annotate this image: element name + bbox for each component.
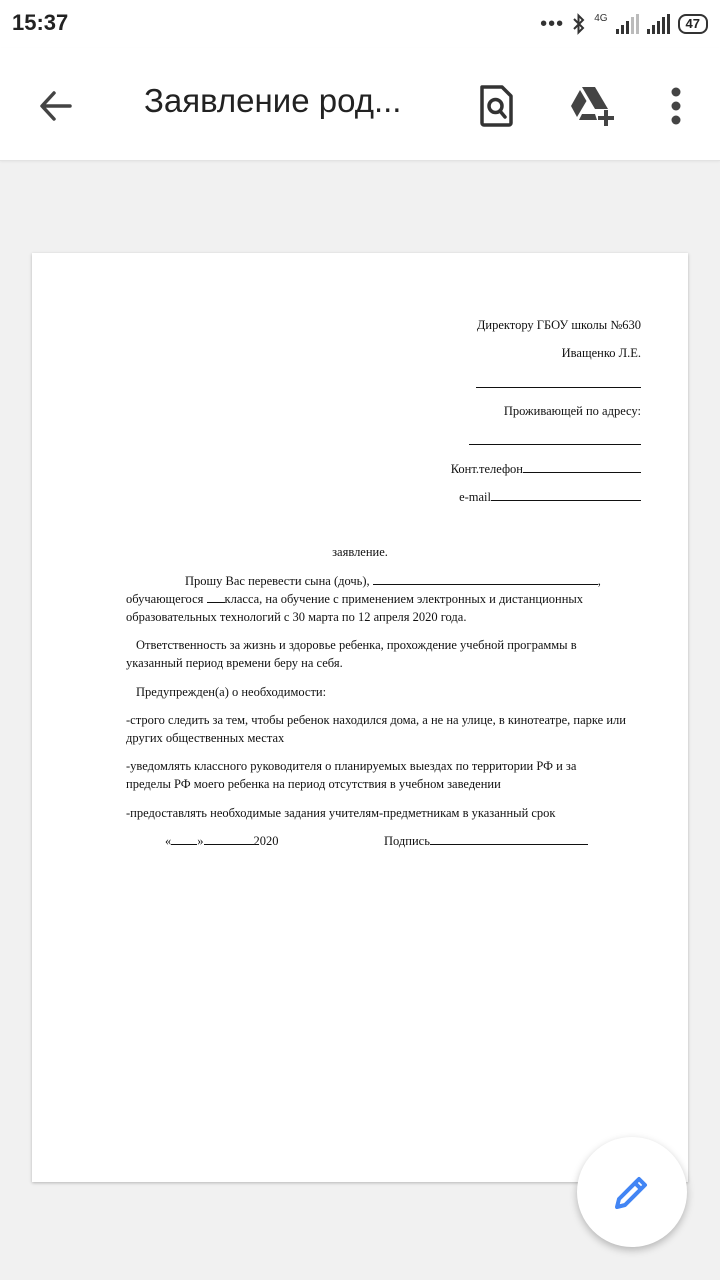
status-icons	[540, 12, 708, 36]
duty-item-2: -уведомлять классного руководителя о планируемых выездах по территории РФ и за пределы РФ моего ребенка на период отсутствия в учебном заведении	[126, 759, 577, 791]
back-arrow-icon	[34, 84, 78, 128]
back-button[interactable]	[34, 84, 78, 128]
duty-item-1: -строго следить за тем, чтобы ребенок находился дома, а не на улице, в кинотеатре, парке или других общественных местах	[126, 713, 626, 745]
document-title: Заявление род...	[144, 82, 402, 119]
request-line-3: образовательных технологий с 30 марта по 12 апреля 2020 года.	[126, 610, 467, 624]
bluetooth-icon	[572, 13, 586, 35]
date-open-quote: «	[165, 834, 172, 848]
drive-add-icon	[567, 84, 617, 128]
signal-icon	[647, 14, 670, 34]
date-field	[165, 832, 279, 849]
email-line	[459, 488, 641, 505]
document-page[interactable]	[32, 253, 688, 1182]
status-bar	[0, 0, 720, 48]
date-year: 2020	[253, 834, 279, 848]
signature-field	[384, 832, 588, 849]
responsibility-paragraph: Ответственность за жизнь и здоровье ребенка, прохождение учебной программы в указанный период времени беру на себя.	[126, 638, 577, 670]
recipient-line: Директору ГБОУ школы №630	[476, 318, 641, 332]
request-line-2b: класса, на обучение с применением электронных и дистанционных	[224, 592, 584, 606]
status-time: 15:37	[12, 10, 69, 35]
recipient-name: Иващенко Л.Е.	[561, 346, 641, 360]
duty-item-3: -предоставлять необходимые задания учителям-предметникам в указанный срок	[126, 806, 556, 820]
address-label: Проживающей по адресу:	[503, 404, 641, 418]
save-to-drive-button[interactable]	[566, 80, 618, 132]
battery-icon: 47	[678, 14, 708, 34]
find-in-document-button[interactable]	[470, 80, 522, 132]
app-bar	[0, 48, 720, 161]
document-heading: заявление.	[332, 545, 388, 559]
phone-line	[451, 460, 641, 477]
network-type: 4G	[594, 12, 608, 24]
blank-line	[476, 375, 641, 392]
more-options-button[interactable]	[650, 80, 702, 132]
more-dots-icon: •••	[540, 13, 565, 35]
more-vert-icon	[670, 86, 682, 126]
address-blank	[469, 432, 641, 449]
search-document-icon	[476, 84, 516, 128]
edit-fab-button[interactable]	[577, 1137, 687, 1247]
email-label: e-mail	[459, 490, 491, 504]
request-line-1: Прошу Вас перевести сына (дочь),	[185, 574, 373, 588]
comma: ,	[597, 574, 601, 588]
signature-label: Подпись	[384, 834, 430, 848]
edit-pencil-icon	[610, 1170, 654, 1214]
date-close-quote: »	[197, 834, 204, 848]
signal-4g-icon	[616, 14, 639, 34]
warning-heading: Предупрежден(а) о необходимости:	[136, 685, 327, 699]
phone-label: Конт.телефон	[450, 462, 523, 476]
request-paragraph	[126, 572, 646, 626]
request-line-2a: обучающегося	[126, 592, 207, 606]
